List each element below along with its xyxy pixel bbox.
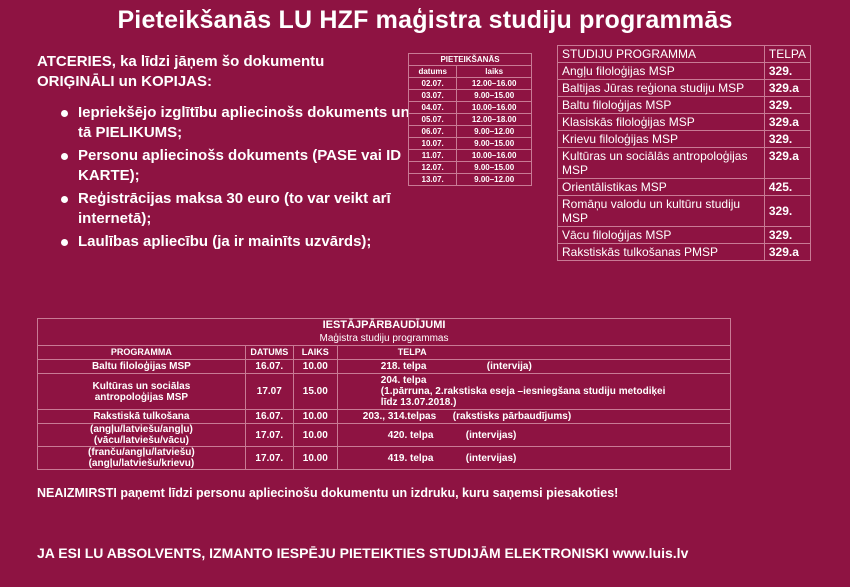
table-row	[409, 174, 532, 186]
exam-date: 16.07.	[245, 360, 293, 374]
reg-date: 12.07.	[409, 162, 457, 174]
exam-date: 17.07.	[245, 424, 293, 447]
program-room: 329.	[764, 63, 810, 80]
reg-time: 12.00–18.00	[457, 114, 532, 126]
list-item: Laulības apliecību (ja ir mainīts uzvārds);	[40, 232, 420, 252]
table-row	[409, 162, 532, 174]
page-title: Pieteikšanās LU HZF maģistra studiju programmās	[117, 6, 733, 34]
reg-date: 02.07.	[409, 78, 457, 90]
exam-time: 15.00	[293, 374, 337, 410]
program-room: 329.a	[764, 80, 810, 97]
reg-date: 13.07.	[409, 174, 457, 186]
exam-room: 419. telpa	[387, 452, 434, 464]
table-row	[409, 114, 532, 126]
program-room: 425.	[764, 179, 810, 196]
reg-time: 9.00–12.00	[457, 126, 532, 138]
table-row	[38, 374, 731, 410]
program-name: Klasiskās filoloģijas MSP	[558, 114, 765, 131]
registration-col-time: laiks	[457, 66, 532, 78]
exam-time: 10.00	[293, 447, 337, 470]
reg-date: 10.07.	[409, 138, 457, 150]
exam-date: 17.07.	[245, 447, 293, 470]
table-row	[558, 80, 811, 97]
exam-time: 10.00	[293, 410, 337, 424]
footer-text: JA ESI LU ABSOLVENTS, IZMANTO IESPĒJU PIETEIKTIES STUDIJĀM ELEKTRONISKI www.luis.lv	[37, 545, 689, 561]
registration-title: PIETEIKŠANĀS	[409, 54, 532, 66]
exam-program: Kultūras un sociālas antropoloģijas MSP	[38, 374, 246, 410]
exams-table	[37, 318, 731, 470]
table-row	[558, 244, 811, 261]
intro-line-1: ATCERIES, ka līdzi jāņem šo dokumentu	[37, 53, 325, 70]
reg-time: 10.00–16.00	[457, 150, 532, 162]
reg-date: 05.07.	[409, 114, 457, 126]
exam-date: 17.07	[245, 374, 293, 410]
reg-time: 9.00–12.00	[457, 174, 532, 186]
program-room: 329.a	[764, 244, 810, 261]
table-row	[409, 90, 532, 102]
table-row	[38, 424, 731, 447]
table-row	[409, 150, 532, 162]
exam-date: 16.07.	[245, 410, 293, 424]
program-room: 329.	[764, 97, 810, 114]
document-list	[40, 103, 420, 255]
reminder-text: NEAIZMIRSTI paņemt līdzi personu apliecinošu dokumentu un izdruku, kuru saņemsi piesakoties!	[37, 486, 619, 500]
table-row	[558, 148, 811, 179]
programs-col-program: STUDIJU PROGRAMMA	[558, 46, 765, 63]
exams-col-date: DATUMS	[245, 346, 293, 360]
exam-program: (franču/angļu/latviešu) (angļu/latviešu/krievu)	[38, 447, 246, 470]
table-row	[558, 196, 811, 227]
table-row	[409, 126, 532, 138]
exam-room: 204. telpa	[380, 375, 427, 386]
exam-note: (intervijas)	[465, 429, 517, 441]
reg-time: 10.00–16.00	[457, 102, 532, 114]
exam-note: (rakstisks pārbaudījums)	[452, 411, 572, 422]
table-row	[558, 97, 811, 114]
table-row	[558, 63, 811, 80]
table-row	[409, 102, 532, 114]
program-name: Angļu filoloģijas MSP	[558, 63, 765, 80]
exam-room: 203., 314.telpas	[362, 411, 437, 422]
exam-note: (intervijas)	[465, 452, 517, 464]
registration-table	[408, 53, 532, 186]
reg-date: 03.07.	[409, 90, 457, 102]
programs-table	[557, 45, 811, 261]
programs-col-room: TELPA	[764, 46, 810, 63]
table-row	[38, 447, 731, 470]
exam-room: 420. telpa	[387, 429, 434, 441]
table-row	[558, 227, 811, 244]
reg-date: 11.07.	[409, 150, 457, 162]
program-room: 329.	[764, 131, 810, 148]
program-name: Romāņu valodu un kultūru studiju MSP	[558, 196, 765, 227]
reg-time: 9.00–15.00	[457, 138, 532, 150]
reg-time: 9.00–15.00	[457, 162, 532, 174]
reg-time: 9.00–15.00	[457, 90, 532, 102]
list-item: Reģistrācijas maksa 30 euro (to var veikt arī internetā);	[40, 189, 420, 229]
exams-title: IESTĀJPĀRBAUDĪJUMI	[38, 319, 731, 333]
program-name: Vācu filoloģijas MSP	[558, 227, 765, 244]
program-room: 329.	[764, 227, 810, 244]
program-name: Baltijas Jūras reģiona studiju MSP	[558, 80, 765, 97]
exam-room: 218. telpa	[380, 361, 427, 372]
reg-date: 06.07.	[409, 126, 457, 138]
table-row	[38, 360, 731, 374]
program-name: Kultūras un sociālās antropoloģijas MSP	[558, 148, 765, 179]
intro-text	[37, 52, 397, 92]
exams-col-time: LAIKS	[293, 346, 337, 360]
reg-date: 04.07.	[409, 102, 457, 114]
list-item: Iepriekšējo izglītību apliecinošs dokuments un tā PIELIKUMS;	[40, 103, 420, 143]
program-room: 329.a	[764, 114, 810, 131]
program-name: Rakstiskās tulkošanas PMSP	[558, 244, 765, 261]
program-room: 329.a	[764, 148, 810, 179]
exam-note: (1.pārruna, 2.rakstiska eseja –iesniegšana studiju metodiķei līdz 13.07.2018.)	[380, 386, 666, 408]
table-row	[409, 138, 532, 150]
program-name: Orientālistikas MSP	[558, 179, 765, 196]
exam-time: 10.00	[293, 424, 337, 447]
table-row	[409, 78, 532, 90]
exam-time: 10.00	[293, 360, 337, 374]
exams-col-room: TELPA	[337, 346, 730, 360]
exam-program: Rakstiskā tulkošana	[38, 410, 246, 424]
intro-line-2: ORIĢINĀLI un KOPIJAS:	[37, 73, 213, 90]
program-name: Krievu filoloģijas MSP	[558, 131, 765, 148]
exam-program: (angļu/latviešu/angļu) (vācu/latviešu/vācu)	[38, 424, 246, 447]
table-row	[558, 131, 811, 148]
table-row	[38, 410, 731, 424]
exam-program: Baltu filoloģijas MSP	[38, 360, 246, 374]
exam-note: (intervija)	[486, 361, 532, 372]
program-name: Baltu filoloģijas MSP	[558, 97, 765, 114]
reg-time: 12.00–16.00	[457, 78, 532, 90]
registration-col-date: datums	[409, 66, 457, 78]
table-row	[558, 114, 811, 131]
program-room: 329.	[764, 196, 810, 227]
list-item: Personu apliecinošs dokuments (PASE vai ID KARTE);	[40, 146, 420, 186]
table-row	[558, 179, 811, 196]
exams-col-program: PROGRAMMA	[38, 346, 246, 360]
exams-subtitle: Maģistra studiju programmas	[38, 332, 731, 346]
